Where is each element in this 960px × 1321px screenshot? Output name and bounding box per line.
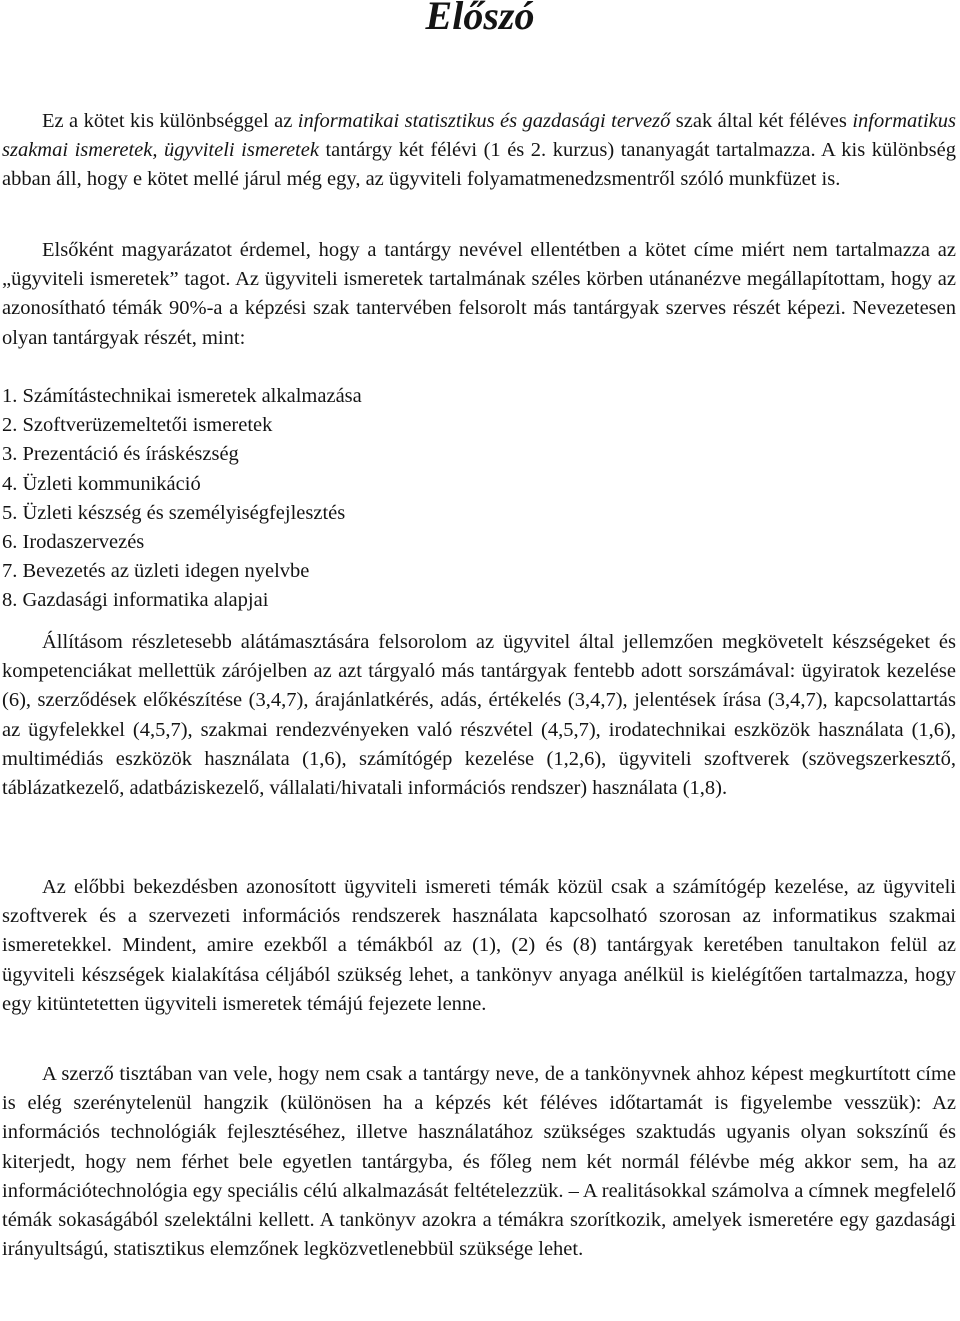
paragraph-intro-text-1: Ez a kötet kis különbséggel az [42,110,298,132]
list-item: 2. Szoftverüzemeltetői ismeretek [2,414,273,437]
subject-list [2,382,362,616]
list-item: 8. Gazdasági informatika alapjai [2,589,269,612]
paragraph-intro-text-2: szak által két féléves [670,110,853,132]
paragraph-intro-italic-2: informatikus szakmai ismeretek, ügyviteli ismeretek [2,110,956,162]
list-item: 3. Prezentáció és íráskészség [2,443,239,466]
list-item: 1. Számítástechnikai ismeretek alkalmazása [2,385,362,407]
paragraph-author-note: A szerző tisztában van vele, hogy nem csak a tantárgy neve, de a tankönyvnek ahhoz képest megkurtított címe is elég szerénytelenül hangzik (különösen ha a képzés két féléves időtartamát is figyelembe vesszük): Az információs technológiák fejlesztéséhez, illetve használatához szükséges szaktudás ugyanis olyan sokszínű és kiterjedt, hogy nem férhet bele egyetlen tantárgyba, és főleg nem két normál félévbe még akkor sem, ha az információtechnológia egy speciális célú alkalmazását feltételezzük. – A realitásokkal számolva a címnek megfelelő témák sokaságából szelektálni kellett. A tankönyv azokra a témákra szorítkozik, amelyek ismeretére egy gazdasági irányultságú, statisztikus elemzőnek legközvetlenebbül szüksége lehet. [2,1063,956,1261]
paragraph-intro-italic-1: informatikai statisztikus és gazdasági tervező [297,110,671,132]
list-item: 4. Üzleti kommunikáció [2,472,201,495]
paragraph-intro-text-3: tantárgy két félévi (1 és 2. kurzus) tananyagát tartalmazza. A kis különbség abban áll, hogy e kötet mellé járul még egy, az ügyviteli folyamatmenedzsmentről szóló munkfüzet is. [2,139,956,191]
paragraph-topics: Az előbbi bekezdésben azonosított ügyviteli ismereti témák közül csak a számítógép kezelése, az ügyviteli szoftverek és a szervezeti információs rendszerek használata kapcsolható szorosan az informatikus szakmai ismeretekkel. Mindent, amire ezekből a témákból az (1), (2) és (8) tantárgyak keretében tanultakon felül az ügyviteli készségek kialakítása céljából szükség lehet, a tankönyv anyaga anélkül is kielégítően tartalmazza, hogy egy kitüntetetten ügyviteli ismeretek témájú fejezete lenne. [2,876,956,1015]
page-title: Előszó [425,0,535,38]
list-item: 7. Bevezetés az üzleti idegen nyelvbe [2,560,310,583]
paragraph-intro [2,107,956,195]
list-item: 6. Irodaszervezés [2,531,145,554]
list-item: 5. Üzleti készség és személyiségfejlesztés [2,501,346,524]
paragraph-explanation: Elsőként magyarázatot érdemel, hogy a tantárgy nevével ellentétben a kötet címe miért nem tartalmazza az „ügyviteli ismeretek” tagot. Az ügyviteli ismeretek tartalmának széles körben utánanézve megállapítottam, hogy az azonosítható témák 90%-a a képzési szak tantervében felsorolt más tantárgyak szerves részét képezi. Nevezetesen olyan tantárgyak részét, mint: [2,239,956,349]
paragraph-skills: Állításom részletesebb alátámasztására felsorolom az ügyvitel által jellemzően megkövetelt készségeket és kompetenciákat mellettük zárójelben az azt tárgyaló más tantárgyak fentebb adott sorszámával: ügyiratok kezelése (6), szerződések előkészítése (3,4,7), árajánlatkérés, adás, értékelés (3,4,7), jelentések írása (3,4,7), kapcsolattartás az ügyfelekkel (4,5,7), szakmai rendezvényeken való részvétel (4,5,7), irodatechnikai eszközök használata (1,6), multimédiás eszközök használata (1,6), számítógép kezelése (1,2,6), ügyviteli szoftverek (szövegszerkesztő, táblázatkezelő, adatbáziskezelő, vállalati/hivatali információs rendszer) használata (1,8). [2,631,956,800]
